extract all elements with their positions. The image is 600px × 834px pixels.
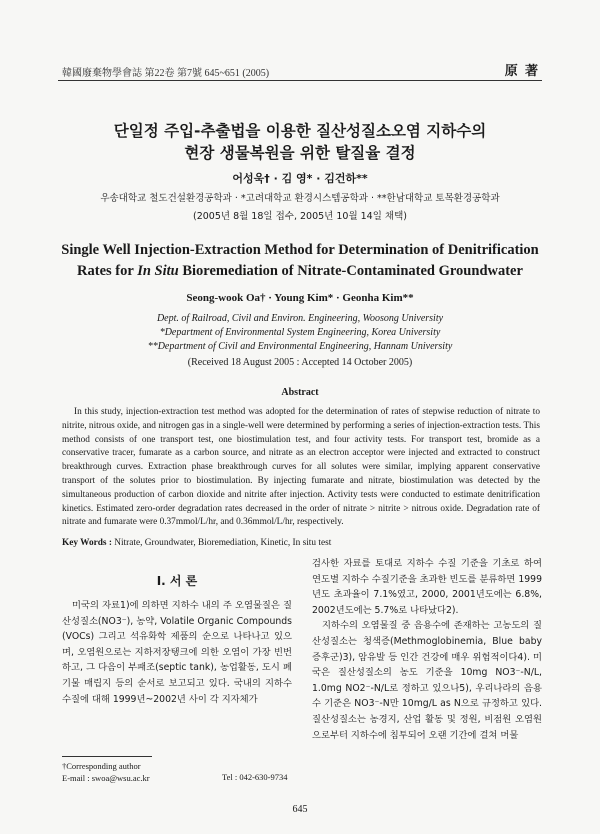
english-title-part-b: Bioremediation of Nitrate-Contaminated Groundwater	[178, 263, 523, 279]
article-type-label: 原 著	[504, 63, 540, 78]
affiliation-1: Dept. of Railroad, Civil and Environ. Engineering, Woosong University	[156, 313, 444, 324]
korean-title-line-2: 현장 생물복원을 위한 탈질율 결정	[184, 144, 416, 162]
keywords-label: Key Words :	[62, 538, 112, 548]
header-rule	[58, 80, 542, 81]
corresponding-author-note: †Corresponding author	[62, 761, 141, 771]
author-email: E-mail : swoa@wsu.ac.kr	[62, 773, 150, 783]
body-paragraph: 검사한 자료를 토대로 지하수 수질 기준을 기초로 하여 연도별 지하수 수질기준을 초과한 빈도를 분류하면 1999년도 초과율이 7.1%였고, 2000, 2001년도에는 6.8%, 2002년도에는 5.7%로 나타났다2).	[312, 558, 542, 616]
page-number: 645	[292, 804, 308, 815]
keywords-list: Nitrate, Groundwater, Bioremediation, Kinetic, In situ test	[111, 538, 332, 548]
affiliation-3: **Department of Civil and Environmental Engineering, Hannam University	[147, 341, 453, 352]
korean-affiliations: 우송대학교 철도건설환경공학과 · *고려대학교 환경시스템공학과 · **한남대학교 토목환경공학과	[100, 193, 500, 204]
english-title-line-1: Single Well Injection-Extraction Method for Determination of Denitrification	[61, 242, 539, 258]
english-received-dates: (Received 18 August 2005 : Accepted 14 October 2005)	[187, 357, 413, 368]
body-paragraph: 미국의 자료1)에 의하면 지하수 내의 주 오염물질은 질산성질소(NO3⁻), 농약, Volatile Organic Compounds (VOCs) 그리고 석유화학 제품의 순으로 나타나고 있으며, 오염원으로는 지하저장탱크에 의한 오염이 가장 빈번하고, 그 다음이 부패조(septic tank), 농업활동, 도시 폐기물 매립지 등의 순서로 보고되고 있다. 국내의 지하수 수질에 대해 1999년~2002년 사이 각 지자체가	[62, 600, 292, 705]
affiliation-2: *Department of Environmental System Engineering, Korea University	[159, 327, 441, 338]
english-title-part-a: Rates for	[77, 263, 138, 279]
english-authors: Seong-wook Oa† · Young Kim* · Geonha Kim**	[186, 292, 414, 304]
korean-title-line-1: 단일정 주입-추출법을 이용한 질산성질소오염 지하수의	[113, 122, 487, 140]
keywords	[62, 538, 540, 548]
abstract-heading: Abstract	[281, 387, 319, 398]
body-left-column	[62, 598, 292, 707]
abstract-text: In this study, injection-extraction test method was adopted for the determination of rates of stepwise reduction of nitrate to nitrite, nitrous oxide, and nitrogen gas in a single-well were determined by performing a series of injection-extraction tests. This method consists of one transport test, one biostimulation test, and four activity tests. For transport test, bromide as a conservative tracer, fumarate as a carbon source, and nitrate as an electron acceptor were injected and extracted to construct breakthrough curves. Extraction phase breakthrough curves for all solutes were similar, implying apparent conservative transport of the solutes prior to biostimulation. By injecting fumarate and nitrate, biostimulation was detected by the simultaneous production of carbon dioxide and nitrite after injection. Activity tests were conducted to estimate denitrification kinetics. Estimated zero-order degradation rates decreased in the order of nitrate > nitrite > nitrous oxide. Degradation rate of nitrate and fumarate were 0.37mmol/L/hr, and 0.36mmol/L/hr, respectively.	[62, 407, 540, 528]
author-telephone: Tel : 042-630-9734	[222, 772, 288, 782]
english-title	[40, 240, 560, 282]
english-affiliations	[40, 312, 560, 354]
english-title-line-2	[40, 261, 560, 282]
english-title-italic: In Situ	[137, 263, 179, 279]
footnote-rule	[62, 756, 152, 757]
korean-received-dates: (2005년 8월 18일 접수, 2005년 10월 14일 채택)	[192, 211, 407, 222]
body-paragraph: 지하수의 오염물질 중 음용수에 존재하는 고농도의 질산성질소는 청색증(Methmoglobinemia, Blue baby 증후군)3), 암유발 등 인간 건강에 매우 위험적이다4). 미국은 질산성질소의 농도 기준을 10mg NO3⁻-N/L, 1.0mg NO2⁻-N/L로 정하고 있으나5), 우리나라의 음용수 기준은 NO3⁻-N만 10mg/L as N으로 규정하고 있다. 질산성질소는 농경지, 산업 활동 및 정원, 비점원 오염원으로부터 지하수에 침투되어 오랜 기간에 걸쳐 머물	[312, 620, 542, 741]
section-title-introduction: I. 서 론	[156, 574, 198, 588]
body-right-column	[312, 556, 542, 743]
korean-title	[40, 120, 560, 164]
running-head: 韓國廢棄物學會誌 第22卷 第7號 645~651 (2005)	[62, 68, 270, 79]
korean-authors: 어성욱† · 김 영* · 김건하**	[232, 172, 368, 185]
